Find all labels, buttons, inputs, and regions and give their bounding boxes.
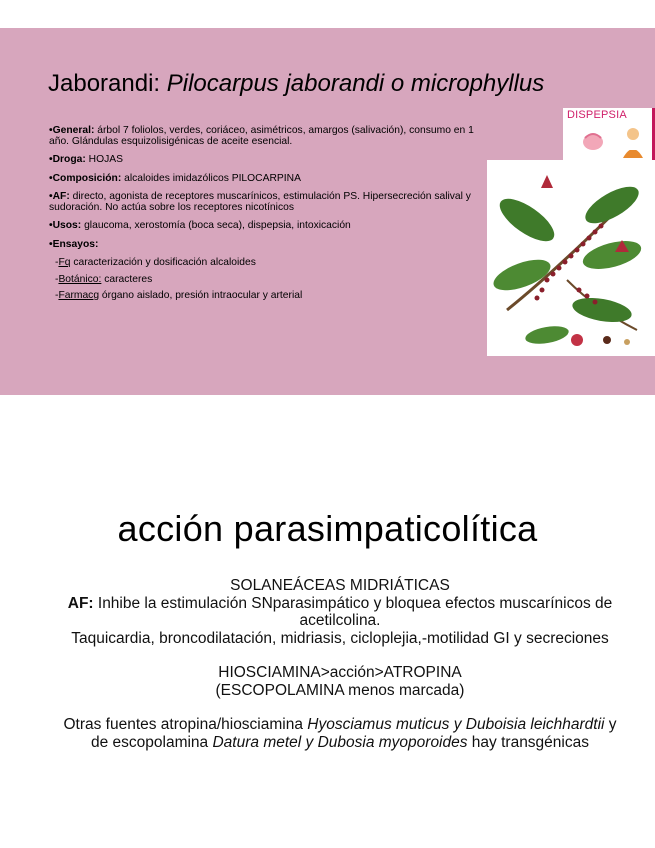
bullet-label: •AF: bbox=[49, 191, 70, 202]
bullet-list bbox=[49, 126, 489, 308]
subbullet-dash: - bbox=[55, 257, 59, 268]
dispepsia-label: DISPEPSIA bbox=[567, 109, 627, 121]
person-hand-icon bbox=[629, 144, 637, 150]
bullet-text: glaucoma, xerostomía (boca seca), dispepsia, intoxicación bbox=[81, 220, 351, 231]
af-label: AF: bbox=[67, 594, 94, 612]
subbullet-label: Botánico: bbox=[58, 273, 102, 285]
escopolamina-line: (ESCOPOLAMINA menos marcada) bbox=[215, 681, 465, 699]
subbullet-label: Farmacg bbox=[58, 290, 100, 301]
bullet-usos bbox=[49, 221, 489, 232]
species-hyosciamus: Hyosciamus muticus y Duboisia leichhardtii bbox=[307, 716, 605, 733]
bullet-text: HOJAS bbox=[85, 154, 123, 165]
dispepsia-image bbox=[563, 108, 655, 160]
species-datura: Datura metel y Dubosia myoporoides bbox=[212, 733, 468, 751]
leaf bbox=[524, 323, 570, 346]
hiosciamina-line: HIOSCIAMINA>acción>ATROPINA bbox=[218, 664, 462, 681]
effects-paragraph: Taquicardia, broncodilatación, midriasis, cicloplejia,-motilidad GI y secreciones bbox=[71, 629, 609, 647]
slide-title bbox=[48, 70, 648, 98]
af-paragraph bbox=[60, 595, 620, 630]
title-prefix: Jaborandi: bbox=[48, 70, 167, 97]
spacer bbox=[60, 647, 620, 664]
leaf bbox=[580, 180, 644, 231]
subbullet-text: órgano aislado, presión intraocular y arterial bbox=[99, 290, 303, 301]
title-species: Pilocarpus jaborandi o microphyllus bbox=[166, 70, 545, 97]
slide2-title: acción parasimpaticolítica bbox=[117, 508, 538, 549]
bullet-composicion bbox=[49, 174, 489, 185]
slide2-body bbox=[60, 577, 620, 751]
leaf bbox=[490, 253, 555, 296]
bullet-ensayos bbox=[49, 240, 489, 251]
leaf bbox=[580, 236, 644, 275]
fruit bbox=[571, 334, 583, 346]
bullet-label: •Droga: bbox=[49, 154, 86, 165]
dispepsia-figures-icon bbox=[563, 122, 651, 162]
bullet-label: •General: bbox=[49, 125, 95, 136]
subbullet-text: caracteres bbox=[101, 273, 153, 285]
plant-illustration bbox=[487, 160, 655, 356]
otras-suffix: hay transgénicas bbox=[467, 733, 589, 751]
bullet-label: •Composición: bbox=[49, 172, 122, 184]
bullet-text: alcaloides imidazólicos PILOCARPINA bbox=[121, 172, 301, 184]
subbullet-farmacg bbox=[55, 291, 489, 302]
subbullet-botanico bbox=[55, 275, 489, 286]
bullet-droga bbox=[49, 155, 489, 166]
spacer bbox=[60, 699, 620, 716]
bullet-label: •Usos: bbox=[49, 220, 82, 231]
flower bbox=[541, 175, 553, 188]
bullet-af bbox=[49, 192, 489, 213]
subbullet-fq bbox=[55, 258, 489, 269]
bullet-label: •Ensayos: bbox=[49, 238, 99, 250]
bullet-text: árbol 7 foliolos, verdes, coriáceo, asimétricos, amargos (salivación), consumo en 1 año. Glándulas esquizolisigénicas de aceite esencial. bbox=[49, 125, 474, 147]
person-body-icon bbox=[623, 149, 643, 158]
leaf bbox=[571, 294, 634, 326]
solanaceas-heading: SOLANEÁCEAS MIDRIÁTICAS bbox=[230, 577, 450, 594]
slide-jaborandi bbox=[0, 28, 655, 395]
subbullet-dash: - bbox=[55, 290, 59, 301]
subbullet-dash: - bbox=[55, 273, 59, 285]
bullet-general bbox=[49, 126, 489, 147]
af-text: Inhibe la estimulación SNparasimpático y bloquea efectos muscarínicos de acetilcolina. bbox=[93, 594, 613, 629]
pilocarpus-plant-icon bbox=[487, 160, 655, 356]
seed bbox=[624, 339, 630, 345]
leaf bbox=[493, 191, 560, 249]
person-head-icon bbox=[627, 128, 639, 140]
seed bbox=[603, 336, 611, 344]
bullet-text: directo, agonista de receptores muscarínicos, estimulación PS. Hipersecreción salival y sudoración. No actúa sobre los receptores nicotínicos bbox=[49, 191, 471, 213]
otras-prefix: Otras fuentes atropina/hiosciamina bbox=[63, 716, 308, 733]
subbullet-label: Fq bbox=[58, 257, 71, 268]
otras-fuentes-paragraph bbox=[60, 716, 620, 751]
otras-mid: y de escopolamina bbox=[90, 716, 617, 751]
subbullet-text: caracterización y dosificación alcaloides bbox=[70, 257, 256, 268]
